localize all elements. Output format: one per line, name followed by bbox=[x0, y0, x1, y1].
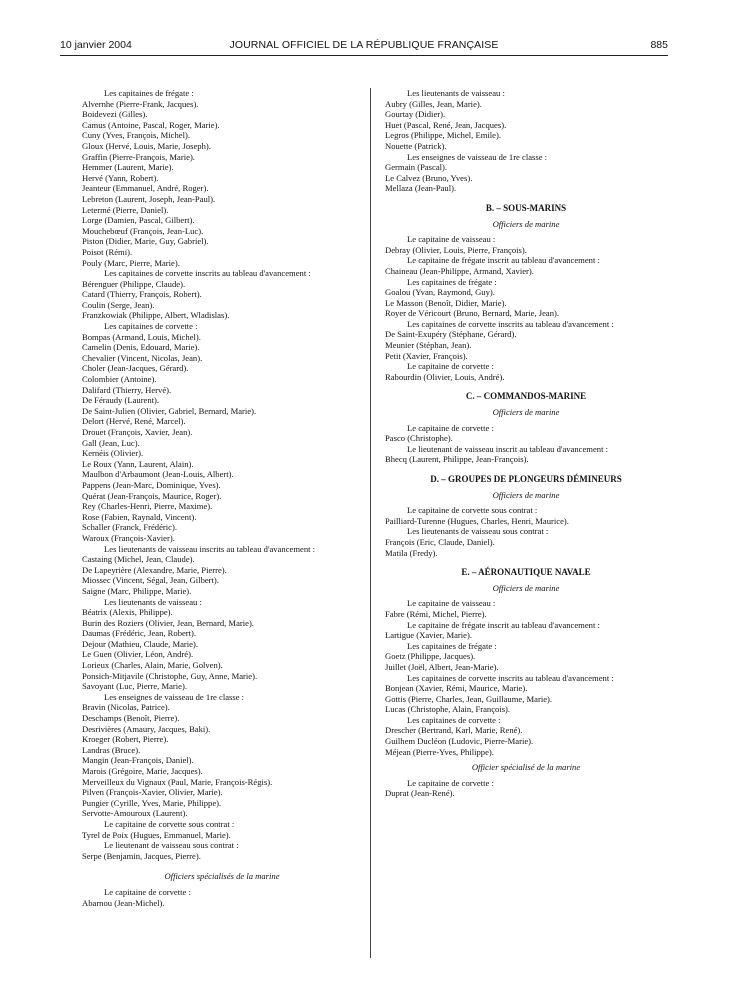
list-item: Petit (Xavier, François). bbox=[385, 350, 468, 361]
list-item: Savoyant (Luc, Pierre, Marie). bbox=[82, 681, 187, 692]
list-item: Saigne (Marc, Philippe, Marie). bbox=[82, 585, 192, 596]
rank-heading: Le capitaine de vaisseau : bbox=[407, 598, 496, 609]
list-item: Hemmer (Laurent, Marie). bbox=[82, 162, 174, 173]
rank-heading: Les capitaines de corvette inscrits au tableau d'avancement : bbox=[407, 318, 614, 329]
list-item: De Saint-Exupéry (Stéphane, Gérard). bbox=[385, 329, 517, 340]
list-item: Pasco (Christophe). bbox=[385, 433, 453, 444]
section-heading: B. – SOUS-MARINS bbox=[485, 202, 567, 213]
rank-heading: Les lieutenants de vaisseau inscrits au tableau d'avancement : bbox=[104, 543, 316, 554]
list-item: Germain (Pascal). bbox=[385, 162, 448, 173]
rank-heading: Les capitaines de frégate : bbox=[407, 276, 497, 287]
list-item: Serpe (Benjamin, Jacques, Pierre). bbox=[82, 850, 201, 861]
list-item: Dejour (Mathieu, Claude, Marie). bbox=[82, 638, 198, 649]
header-rule bbox=[60, 55, 668, 56]
list-item: Lucas (Christophe, Alain, François). bbox=[385, 704, 511, 715]
list-item: Servotte-Amouroux (Laurent). bbox=[82, 808, 188, 819]
list-item: Bonjean (Xavier, Rémi, Maurice, Marie). bbox=[385, 683, 528, 694]
rank-heading: Les enseignes de vaisseau de 1re classe : bbox=[407, 151, 548, 162]
list-item: De Lapeyrière (Alexandre, Marie, Pierre). bbox=[82, 564, 227, 575]
rank-heading: Le capitaine de corvette : bbox=[104, 886, 191, 897]
list-item: Delort (Hervé, René, Marcel). bbox=[82, 416, 186, 427]
list-item: Rey (Charles-Henri, Pierre, Maxime). bbox=[82, 501, 213, 512]
list-item: Kernéis (Olivier). bbox=[82, 448, 144, 459]
list-item: Boidevezi (Gilles). bbox=[82, 109, 148, 120]
rank-heading: Les capitaines de corvette : bbox=[104, 321, 198, 332]
right-column bbox=[385, 88, 667, 799]
list-item: Miossec (Vincent, Ségal, Jean, Gilbert). bbox=[82, 575, 219, 586]
journal-title: JOURNAL OFFICIEL DE LA RÉPUBLIQUE FRANÇAISE bbox=[229, 39, 499, 51]
list-item: Debray (Olivier, Louis, Pierre, François). bbox=[385, 244, 527, 255]
list-item: Burin des Roziers (Olivier, Jean, Bernard, Marie). bbox=[82, 617, 254, 628]
list-item: Dalifard (Thierry, Hervé). bbox=[82, 384, 172, 395]
rank-heading: Les enseignes de vaisseau de 1re classe : bbox=[104, 691, 245, 702]
list-item: Nouette (Patrick). bbox=[385, 140, 447, 151]
list-item: Colombier (Antoine). bbox=[82, 374, 157, 385]
list-item: Abarnou (Jean-Michel). bbox=[82, 897, 165, 908]
list-item: Bompas (Armand, Louis, Michel). bbox=[82, 331, 201, 342]
list-item: Matila (Fredy). bbox=[385, 547, 438, 558]
section-subheading: Officiers de marine bbox=[492, 218, 560, 229]
list-item: Rabourdin (Olivier, Louis, André). bbox=[385, 371, 505, 382]
list-item: Le Guen (Olivier, Léon, André). bbox=[82, 649, 194, 660]
list-item: Pilven (François-Xavier, Olivier, Marie). bbox=[82, 787, 223, 798]
rank-heading: Les lieutenants de vaisseau sous contrat : bbox=[407, 526, 549, 537]
list-item: Legros (Philippe, Michel, Emile). bbox=[385, 130, 501, 141]
column-divider bbox=[370, 88, 371, 958]
list-item: Merveilleux du Vignaux (Paul, Marie, François-Régis). bbox=[82, 776, 273, 787]
list-item: Catard (Thierry, François, Robert). bbox=[82, 289, 202, 300]
list-item: Maulbon d'Arbaumont (Jean-Louis, Albert). bbox=[82, 469, 234, 480]
list-item: Le Calvez (Bruno, Yves). bbox=[385, 172, 473, 183]
list-item: Deschamps (Benoît, Pierre). bbox=[82, 713, 180, 724]
list-item: Letermé (Pierre, Daniel). bbox=[82, 204, 169, 215]
list-item: Huet (Pascal, René, Jean, Jacques). bbox=[385, 119, 507, 130]
rank-heading: Le lieutenant de vaisseau inscrit au tableau d'avancement : bbox=[407, 443, 609, 454]
list-item: Juillet (Joël, Albert, Jean-Marie). bbox=[385, 661, 499, 672]
list-item: Béatrix (Alexis, Philippe). bbox=[82, 607, 173, 618]
list-item: Waroux (François-Xavier). bbox=[82, 532, 175, 543]
list-item: Drouet (François, Xavier, Jean). bbox=[82, 427, 193, 437]
list-item: Duprat (Jean-René). bbox=[385, 788, 455, 799]
list-item: Schaller (Franck, Frédéric). bbox=[82, 522, 177, 533]
rank-heading: Le capitaine de corvette : bbox=[407, 361, 494, 372]
list-item: Aubry (Gilles, Jean, Marie). bbox=[385, 98, 482, 109]
list-item: Cuny (Yves, François, Michel). bbox=[82, 130, 190, 141]
list-item: Méjean (Pierre-Yves, Philippe). bbox=[385, 746, 494, 757]
list-item: Alvernhe (Pierre-Frank, Jacques). bbox=[82, 98, 199, 109]
list-item: Castaing (Michel, Jean, Claude). bbox=[82, 554, 195, 565]
left-column bbox=[82, 88, 362, 908]
section-subheading: Officiers de marine bbox=[492, 407, 560, 418]
rank-heading: Les capitaines de corvette : bbox=[407, 714, 501, 725]
list-item: Ponsich-Mitjavile (Christophe, Guy, Anne, Marie). bbox=[82, 670, 258, 681]
list-item: Pappens (Jean-Marc, Dominique, Yves). bbox=[82, 479, 221, 490]
list-item: Le Masson (Benoît, Didier, Marie). bbox=[385, 297, 507, 308]
list-item: Royer de Véricourt (Bruno, Bernard, Marie, Jean). bbox=[385, 308, 560, 319]
list-item: Rose (Fabien, Raynald, Vincent). bbox=[82, 511, 197, 522]
list-item: Pailliard-Turenne (Hugues, Charles, Henri, Maurice). bbox=[385, 515, 569, 526]
list-item: Gall (Jean, Luc). bbox=[82, 437, 140, 448]
section-heading: C. – COMMANDOS-MARINE bbox=[465, 391, 587, 402]
list-item: De Saint-Julien (Olivier, Gabriel, Bernard, Marie). bbox=[82, 405, 257, 416]
list-item: Gourtay (Didier). bbox=[385, 109, 446, 120]
section-heading: E. – AÉRONAUTIQUE NAVALE bbox=[461, 567, 591, 578]
list-item: Graffin (Pierre-François, Marie). bbox=[82, 151, 195, 162]
rank-heading: Le capitaine de frégate inscrit au tableau d'avancement : bbox=[407, 255, 600, 266]
list-item: Fabre (Rémi, Michel, Pierre). bbox=[385, 608, 487, 619]
list-item: Bravin (Nicolas, Patrice). bbox=[82, 702, 170, 713]
list-item: Drescher (Bertrand, Karl, Marie, René). bbox=[385, 725, 523, 736]
list-item: Gloux (Hervé, Louis, Marie, Joseph). bbox=[82, 140, 211, 151]
rank-heading: Les capitaines de corvette inscrits au tableau d'avancement : bbox=[407, 672, 614, 683]
list-item: Mouchebœuf (François, Jean-Luc). bbox=[82, 225, 204, 236]
list-item: Daumas (Frédéric, Jean, Robert). bbox=[82, 628, 197, 639]
list-item: Quérat (Jean-François, Maurice, Roger). bbox=[82, 490, 222, 501]
rank-heading: Le capitaine de corvette : bbox=[407, 777, 494, 788]
list-item: Chevalier (Vincent, Nicolas, Jean). bbox=[82, 352, 203, 363]
list-item: Pungier (Cyrille, Yves, Marie, Philippe). bbox=[82, 797, 222, 808]
rank-heading: Le lieutenant de vaisseau sous contrat : bbox=[104, 840, 239, 851]
section-subheading: Officiers de marine bbox=[492, 489, 560, 500]
list-item: Goetz (Philippe, Jacques). bbox=[385, 651, 476, 662]
list-item: François (Eric, Claude, Daniel). bbox=[385, 536, 495, 547]
list-item: Bérenguer (Philippe, Claude). bbox=[82, 278, 186, 289]
rank-heading: Le capitaine de frégate inscrit au tableau d'avancement : bbox=[407, 619, 600, 630]
rank-heading: Le capitaine de corvette sous contrat : bbox=[407, 505, 538, 516]
list-item: Goalou (Yvan, Raymond, Guy). bbox=[385, 287, 495, 298]
section-heading: D. – GROUPES DE PLONGEURS DÉMINEURS bbox=[430, 474, 622, 484]
header-date: 10 janvier 2004 bbox=[60, 39, 132, 51]
list-item: Meunier (Stéphan, Jean). bbox=[385, 340, 472, 351]
rank-heading: Le capitaine de vaisseau : bbox=[407, 234, 496, 245]
list-item: Lorge (Damien, Pascal, Gilbert). bbox=[82, 215, 195, 226]
list-item: Coulin (Serge, Jean). bbox=[82, 299, 155, 310]
list-item: Pouly (Marc, Pierre, Marie). bbox=[82, 257, 180, 268]
list-item: Poisot (Rémi). bbox=[82, 246, 133, 257]
list-item: Franzkowiak (Philippe, Albert, Wladislas). bbox=[82, 310, 230, 321]
list-item: Marois (Grégoire, Marie, Jacques). bbox=[82, 766, 203, 776]
rank-heading: Les lieutenants de vaisseau : bbox=[104, 596, 202, 607]
rank-heading: Les lieutenants de vaisseau : bbox=[407, 88, 505, 98]
rank-heading: Le capitaine de corvette : bbox=[407, 422, 494, 433]
list-item: Mellaza (Jean-Paul). bbox=[385, 183, 457, 194]
list-item: Lorieux (Charles, Alain, Marie, Golven). bbox=[82, 660, 223, 671]
section-subheading: Officiers de marine bbox=[492, 582, 560, 593]
section-subheading: Officier spécialisé de la marine bbox=[471, 762, 581, 773]
list-item: Bhecq (Laurent, Philippe, Jean-François). bbox=[385, 454, 529, 465]
rank-heading: Le capitaine de corvette sous contrat : bbox=[104, 818, 235, 829]
page-number: 885 bbox=[650, 39, 668, 51]
list-item: Mangin (Jean-François, Daniel). bbox=[82, 755, 194, 766]
list-item: Guilhem Ducléon (Ludovic, Pierre-Marie). bbox=[385, 736, 534, 747]
list-item: Gottis (Pierre, Charles, Jean, Guillaume, Marie). bbox=[385, 693, 553, 704]
list-item: Le Roux (Yann, Laurent, Alain). bbox=[82, 458, 194, 469]
list-item: Landras (Bruce). bbox=[82, 744, 141, 755]
section-subheading: Officiers spécialisés de la marine bbox=[164, 871, 280, 882]
list-item: Desrivières (Amaury, Jacques, Baki). bbox=[82, 723, 211, 734]
rank-heading: Les capitaines de frégate : bbox=[407, 640, 497, 651]
list-item: Camelin (Denis, Edouard, Marie). bbox=[82, 342, 200, 353]
page-header bbox=[60, 39, 668, 53]
list-item: Piston (Didier, Marie, Guy, Gabriel). bbox=[82, 236, 209, 247]
list-item: Lebreton (Laurent, Joseph, Jean-Paul). bbox=[82, 193, 216, 204]
list-item: Hervé (Yann, Robert). bbox=[82, 172, 159, 183]
rank-heading: Les capitaines de corvette inscrits au tableau d'avancement : bbox=[104, 268, 311, 279]
rank-heading: Les capitaines de frégate : bbox=[104, 88, 194, 98]
list-item: Lartigue (Xavier, Marie). bbox=[385, 630, 472, 641]
list-item: Tyrel de Poix (Hugues, Emmanuel, Marie). bbox=[82, 829, 231, 840]
list-item: Kroeger (Robert, Pierre). bbox=[82, 734, 169, 745]
list-item: Choler (Jean-Jacques, Gérard). bbox=[82, 363, 189, 374]
list-item: Jeanteur (Emmanuel, André, Roger). bbox=[82, 183, 209, 194]
list-item: Camus (Antoine, Pascal, Roger, Marie). bbox=[82, 119, 220, 130]
list-item: De Féraudy (Laurent). bbox=[82, 395, 160, 406]
list-item: Chaineau (Jean-Philippe, Armand, Xavier). bbox=[385, 265, 534, 276]
